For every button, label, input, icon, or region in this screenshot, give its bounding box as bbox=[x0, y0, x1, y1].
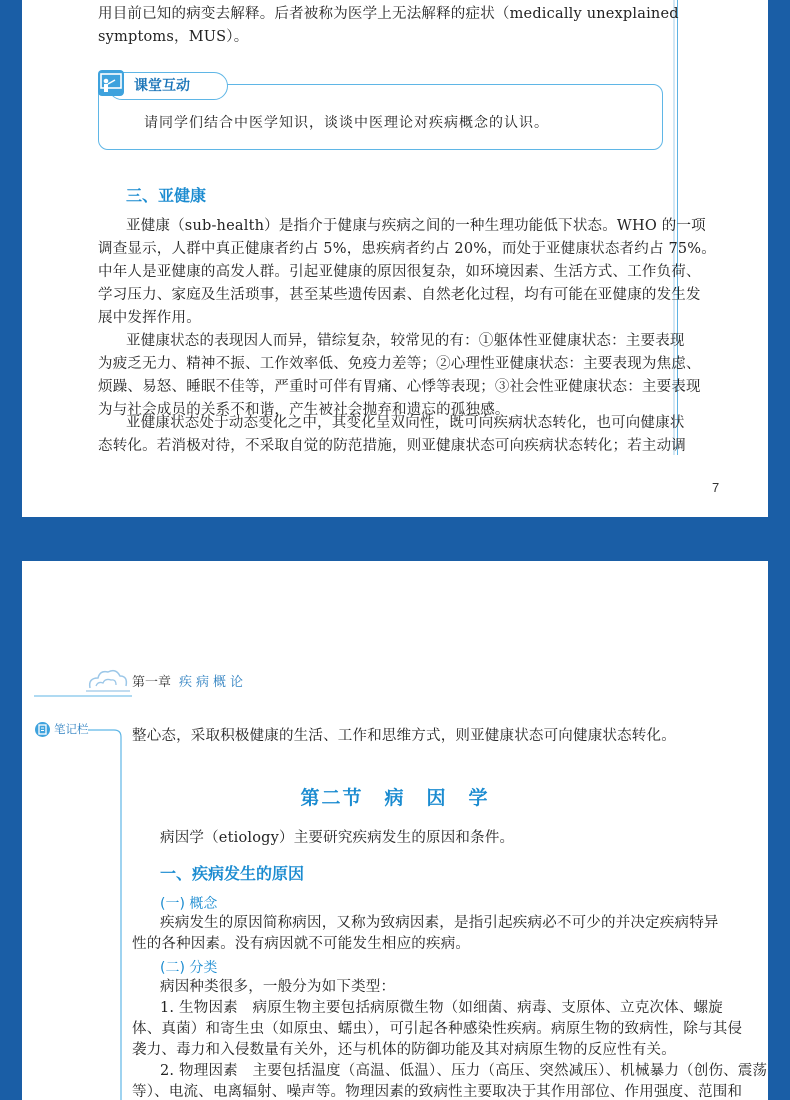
section-heading: 三、亚健康 bbox=[126, 186, 207, 205]
body-line: 亚健康状态处于动态变化之中，其变化呈双向性，既可向疾病状态转化，也可向健康状 bbox=[126, 415, 685, 431]
body-line: 亚健康状态的表现因人而异，错综复杂，较常见的有：①躯体性亚健康状态：主要表现 bbox=[126, 333, 685, 349]
body-line: 展中发挥作用。 bbox=[98, 310, 201, 326]
body-line: 学习压力、家庭及生活琐事，甚至某些遗传因素、自然老化过程，均有可能在亚健康的发生发 bbox=[98, 287, 701, 303]
book-page-8 bbox=[22, 561, 768, 1100]
book-page-7 bbox=[22, 0, 768, 517]
page-number: 7 bbox=[712, 480, 720, 495]
body-line: 性的各种因素。没有病因就不可能发生相应的疾病。 bbox=[132, 936, 471, 952]
chapter-title: 疾病概论 bbox=[179, 675, 248, 690]
body-line: 疾病发生的原因简称病因，又称为致病因素，是指引起疾病必不可少的并决定疾病特异 bbox=[160, 915, 719, 931]
interaction-text: 请同学们结合中医学知识，谈谈中医理论对疾病概念的认识。 bbox=[144, 115, 549, 131]
body-line: 1. 生物因素 病原生物主要包括病原微生物（如细菌、病毒、支原体、立克次体、螺旋 bbox=[160, 1000, 723, 1016]
intro-line: 病因学（etiology）主要研究疾病发生的原因和条件。 bbox=[160, 830, 515, 846]
section-title: 第二节 病 因 学 bbox=[300, 787, 490, 809]
body-line: 为疲乏无力、精神不振、工作效率低、免疫力差等；②心理性亚健康状态：主要表现为焦虑、 bbox=[98, 356, 701, 372]
body-line: 整心态，采取积极健康的生活、工作和思维方式，则亚健康状态可向健康状态转化。 bbox=[132, 728, 676, 744]
subheading-concept: (一) 概念 bbox=[160, 896, 218, 912]
body-line: 亚健康（sub-health）是指介于健康与疾病之间的一种生理功能低下状态。WHO 的一项 bbox=[126, 218, 706, 234]
body-line: symptoms，MUS）。 bbox=[98, 29, 249, 45]
body-line: 调查显示，人群中真正健康者约占 5%，患疾病者约占 20%，而处于亚健康状态者约占 75%。 bbox=[98, 241, 716, 257]
teacher-icon bbox=[98, 70, 124, 96]
body-line: 中年人是亚健康的高发人群。引起亚健康的原因很复杂，如环境因素、生活方式、工作负荷、 bbox=[98, 264, 701, 280]
body-line: 体、真菌）和寄生虫（如原虫、蠕虫），可引起各种感染性疾病。病原生物的致病性，除与其侵 bbox=[132, 1021, 743, 1037]
chapter-header bbox=[132, 671, 247, 690]
interaction-title: 课堂互动 bbox=[134, 78, 190, 94]
chapter-label: 第一章 bbox=[132, 675, 172, 690]
cloud-ornament-icon bbox=[86, 666, 130, 698]
notes-label: 笔记栏 bbox=[54, 722, 89, 736]
heading-causes: 一、疾病发生的原因 bbox=[160, 864, 305, 883]
subheading-classification: (二) 分类 bbox=[160, 960, 218, 976]
body-line: 为与社会成员的关系不和谐，产生被社会抛弃和遗忘的孤独感。 bbox=[98, 402, 510, 418]
body-line: 等）、电流、电离辐射、噪声等。物理因素的致病性主要取决于其作用部位、作用强度、范围和 bbox=[132, 1084, 743, 1100]
body-line: 用目前已知的病变去解释。后者被称为医学上无法解释的症状（medically unexplained bbox=[98, 6, 679, 22]
body-line: 2. 物理因素 主要包括温度（高温、低温）、压力（高压、突然减压）、机械暴力（创伤、震荡 bbox=[160, 1063, 768, 1079]
body-line: 病因种类很多，一般分为如下类型： bbox=[160, 979, 396, 995]
body-line: 态转化。若消极对待，不采取自觉的防范措施，则亚健康状态可向疾病状态转化；若主动调 bbox=[98, 438, 686, 454]
notes-icon bbox=[35, 722, 50, 737]
body-line: 袭力、毒力和入侵数量有关外，还与机体的防御功能及其对病原生物的反应性有关。 bbox=[132, 1042, 676, 1058]
body-line: 烦躁、易怒、睡眠不佳等，严重时可伴有胃痛、心悸等表现；③社会性亚健康状态：主要表现 bbox=[98, 379, 701, 395]
